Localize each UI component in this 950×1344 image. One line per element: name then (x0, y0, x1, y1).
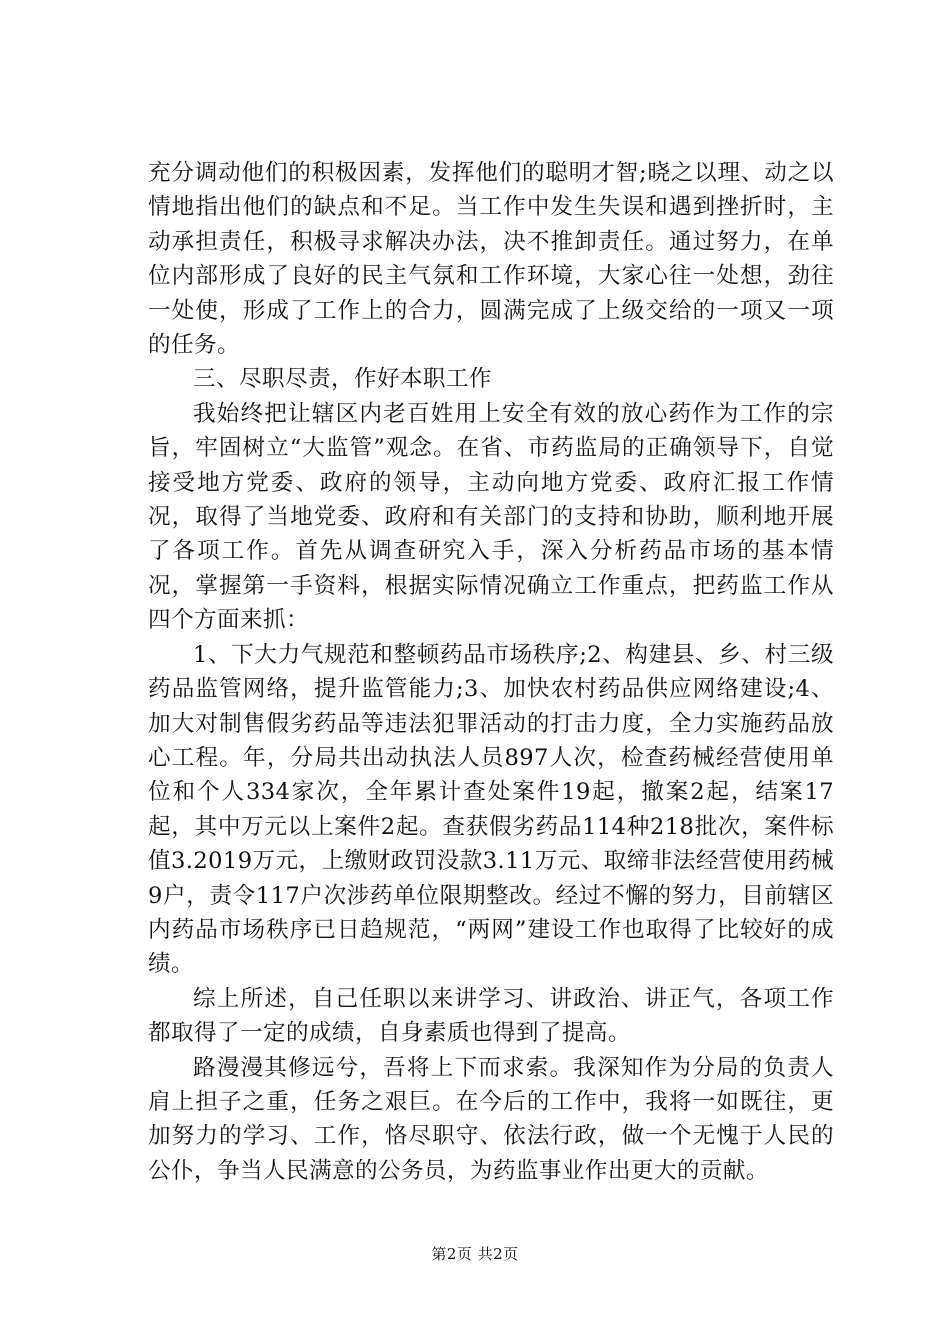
paragraph-continuation: 充分调动他们的积极因素，发挥他们的聪明才智;晓之以理、动之以情地指出他们的缺点和不足。当工作中发生失误和遇到挫折时，主动承担责任，积极寻求解决办法，决不推卸责任。通过努力，在单位内部形成了良好的民主气氛和工作环境，大家心往一处想，劲往一处使，形成了工作上的合力，圆满完成了上级交给的一项又一项的任务。 (148, 160, 834, 359)
paragraph-summary: 综上所述，自己任职以来讲学习、讲政治、讲正气，各项工作都取得了一定的成绩，自身素质也得到了提高。 (148, 985, 834, 1047)
section-heading: 三、尽职尽责，作好本职工作 (193, 366, 492, 393)
paragraph-closing: 路漫漫其修远兮，吾将上下而求索。我深知作为分局的负责人肩上担子之重，任务之艰巨。在今后的工作中，我将一如既往，更加努力的学习、工作，恪尽职守、依法行政，做一个无愧于人民的公仆，争当人民满意的公务员，为药监事业作出更大的贡献。 (148, 1054, 834, 1184)
document-body (148, 156, 834, 1188)
paragraph-achievements: 1、下大力气规范和整顿药品市场秩序;2、构建县、乡、村三级药品监管网络，提升监管能力;3、加快农村药品供应网络建设;4、加大对制售假劣药品等违法犯罪活动的打击力度，全力实施药品放心工程。年，分局共出动执法人员897人次，检查药械经营使用单位和个人334家次，全年累计查处案件19起，撤案2起，结案17起，其中万元以上案件2起。查获假劣药品114种218批次，案件标值3.2019万元，上缴财政罚没款3.11万元、取缔非法经营使用药械9户，责令117户次涉药单位限期整改。经过不懈的努力，目前辖区内药品市场秩序已日趋规范，“两网”建设工作也取得了比较好的成绩。 (148, 641, 834, 978)
page-footer: 第2页 共2页 (431, 1245, 519, 1263)
paragraph-duties: 我始终把让辖区内老百姓用上安全有效的放心药作为工作的宗旨，牢固树立“大监管”观念。在省、市药监局的正确领导下，自觉接受地方党委、政府的领导，主动向地方党委、政府汇报工作情况，取得了当地党委、政府和有关部门的支持和协助，顺利地开展了各项工作。首先从调查研究入手，深入分析药品市场的基本情况，掌握第一手资料，根据实际情况确立工作重点，把药监工作从四个方面来抓： (148, 400, 834, 634)
